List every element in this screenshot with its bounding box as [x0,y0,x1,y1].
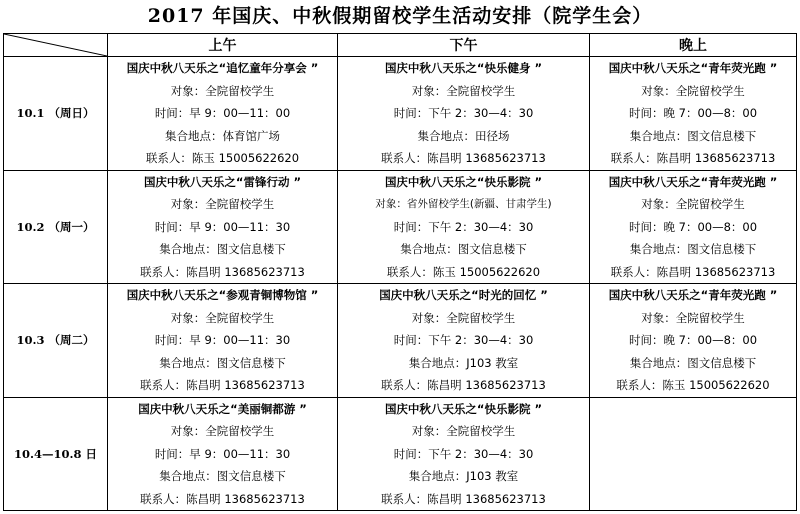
activity-cell-afternoon [338,397,590,511]
activity-audience: 对象：全院留校学生 [411,83,516,98]
activity-name: 国庆中秋八天乐之“美丽铜都游 ” [138,401,307,416]
table-row [4,397,797,511]
activity-time: 时间：下午 2：30—4：30 [393,333,534,347]
activity-contact: 联系人：陈昌明 13685623713 [610,264,776,279]
day-label: 10.1 （周日） [4,57,108,171]
activity-time: 时间：晚 7：00—8：00 [628,106,758,120]
corner-cell [4,34,108,57]
header-evening: 晚上 [590,34,797,57]
empty-cell [590,397,797,511]
activity-place: 集合地点：图文信息楼下 [629,355,757,370]
diagonal-divider [4,34,107,56]
activity-audience: 对象：全院留校学生 [170,83,275,98]
activity-place: 集合地点：田径场 [417,128,510,143]
activity-place: 集合地点：J103 教室 [408,469,519,483]
activity-cell-afternoon [338,57,590,171]
activity-cell-morning [108,397,338,511]
header-afternoon: 下午 [338,34,590,57]
activity-time: 时间：下午 2：30—4：30 [393,219,534,234]
day-label: 10.2 （周一） [4,170,108,284]
table-row [4,284,797,398]
activity-audience: 对象：省外留校学生(新疆、甘肃学生) [375,198,552,210]
activity-contact: 联系人：陈昌明 13685623713 [140,264,305,279]
activity-contact: 联系人：陈昌明 13685623713 [140,491,305,506]
activity-name: 国庆中秋八天乐之“雷锋行动 ” [143,174,302,189]
page-title: 2017 年国庆、中秋假期留校学生活动安排（院学生会） [147,5,653,27]
activity-time: 时间：早 9：00—11：00 [154,106,291,120]
activity-contact: 联系人：陈玉 15005622620 [386,264,541,279]
activity-cell-evening [590,284,797,398]
activity-place: 集合地点：图文信息楼下 [159,469,286,483]
schedule-body [4,57,797,511]
activity-audience: 对象：全院留校学生 [411,310,516,325]
activity-audience: 对象：全院留校学生 [641,197,745,211]
activity-name: 国庆中秋八天乐之“参观青铜博物馆 ” [126,288,319,302]
activity-contact: 联系人：陈昌明 13685623713 [381,491,546,506]
activity-audience: 对象：全院留校学生 [411,424,516,438]
activity-place: 集合地点：图文信息楼下 [629,128,757,143]
activity-time: 时间：早 9：00—11：30 [154,219,291,234]
activity-time: 时间：下午 2：30—4：30 [393,446,534,461]
activity-cell-morning [108,284,338,398]
activity-cell-evening [590,57,797,171]
activity-time: 时间：早 9：00—11：30 [154,446,291,461]
table-row [4,170,797,284]
day-label: 10.3 （周二） [4,284,108,398]
activity-contact: 联系人：陈玉 15005622620 [145,151,300,165]
activity-name: 国庆中秋八天乐之“青年荧光跑 ” [608,174,778,189]
activity-cell-afternoon [338,170,590,284]
activity-audience: 对象：全院留校学生 [170,310,275,325]
activity-name: 国庆中秋八天乐之“青年荧光跑 ” [608,288,778,302]
activity-audience: 对象：全院留校学生 [641,310,745,325]
activity-time: 时间：下午 2：30—4：30 [393,106,534,120]
activity-place: 集合地点：体育馆广场 [165,128,280,143]
activity-audience: 对象：全院留校学生 [170,424,275,438]
activity-contact: 联系人：陈昌明 13685623713 [140,378,305,392]
activity-time: 时间：晚 7：00—8：00 [628,333,758,347]
activity-audience: 对象：全院留校学生 [170,197,275,211]
activity-cell-morning [108,57,338,171]
table-row [4,57,797,171]
activity-cell-afternoon [338,284,590,398]
activity-audience: 对象：全院留校学生 [641,83,745,98]
activity-name: 国庆中秋八天乐之“快乐影院 ” [384,174,543,189]
activity-time: 时间：早 9：00—11：30 [154,333,291,347]
activity-place: 集合地点：J103 教室 [408,355,519,370]
activity-time: 时间：晚 7：00—8：00 [628,219,758,234]
activity-cell-evening [590,170,797,284]
activity-contact: 联系人：陈昌明 13685623713 [381,378,546,392]
header-row [4,34,797,57]
activity-cell-morning [108,170,338,284]
day-label: 10.4—10.8 日 [4,397,108,511]
activity-contact: 联系人：陈昌明 13685623713 [610,151,776,165]
activity-place: 集合地点：图文信息楼下 [159,242,286,256]
activity-place: 集合地点：图文信息楼下 [629,242,757,256]
activity-name: 国庆中秋八天乐之“青年荧光跑 ” [608,61,778,75]
activity-name: 国庆中秋八天乐之“快乐影院 ” [384,401,543,416]
activity-place: 集合地点：图文信息楼下 [400,242,527,256]
activity-name: 国庆中秋八天乐之“时光的回忆 ” [379,288,548,302]
activity-contact: 联系人：陈玉 15005622620 [616,378,770,392]
activity-contact: 联系人：陈昌明 13685623713 [381,151,546,165]
schedule-table [3,33,797,511]
activity-name: 国庆中秋八天乐之“追忆童年分享会 ” [126,61,319,75]
activity-name: 国庆中秋八天乐之“快乐健身 ” [384,61,543,75]
activity-place: 集合地点：图文信息楼下 [159,355,286,370]
header-morning: 上午 [108,34,338,57]
